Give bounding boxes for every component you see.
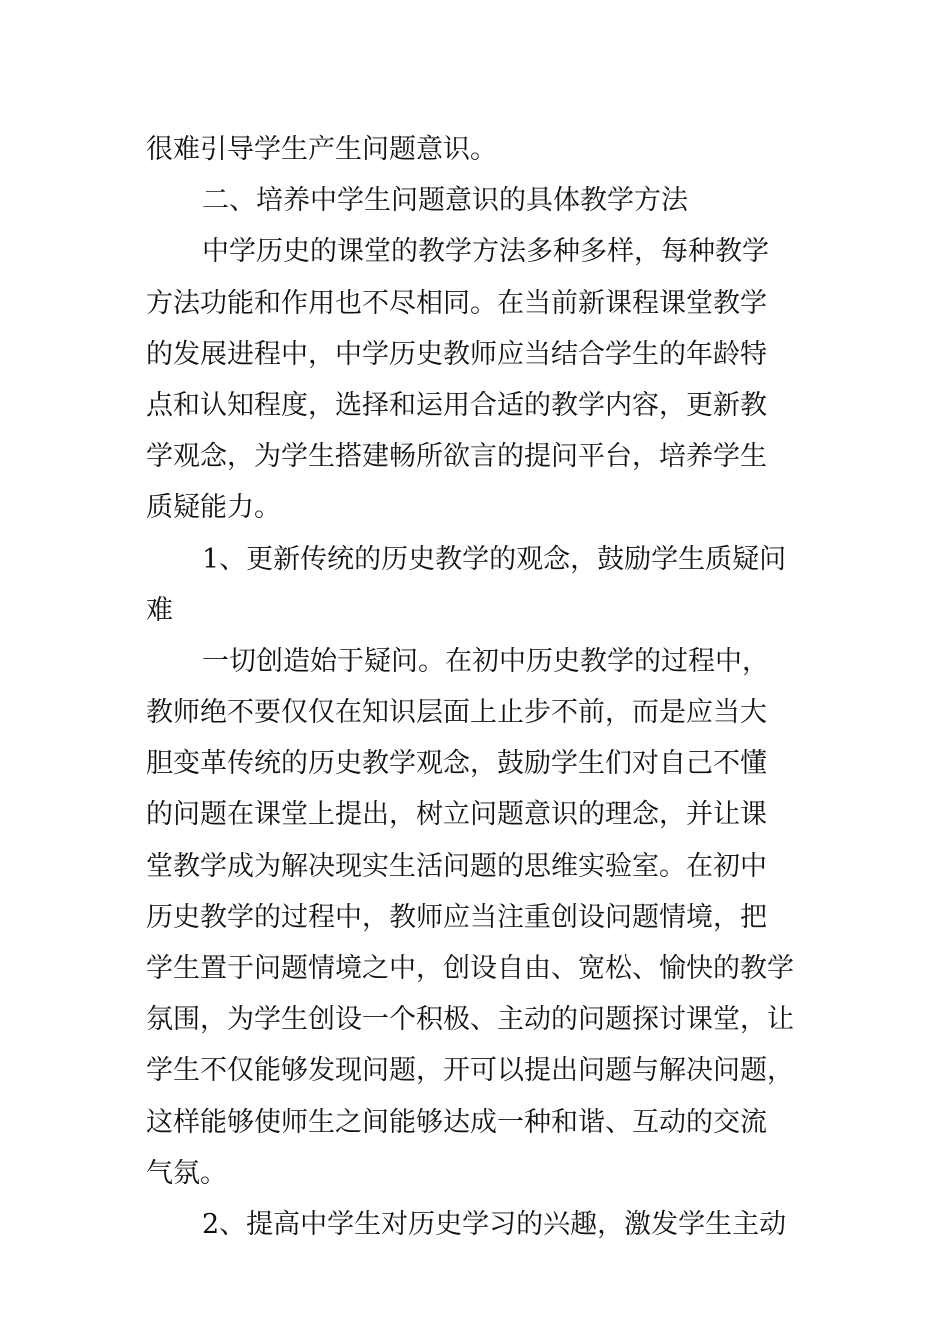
text-line: 学观念，为学生搭建畅所欲言的提问平台，培养学生 [146, 441, 767, 473]
text-line: 胆变革传统的历史教学观念，鼓励学生们对自己不懂 [146, 748, 767, 780]
text-line: 很难引导学生产生问题意识。 [146, 134, 497, 165]
text-line: 气氛。 [146, 1157, 227, 1189]
text-line: 点和认知程度，选择和运用合适的教学内容，更新教 [146, 389, 767, 421]
text-line: 学生置于问题情境之中，创设自由、宽松、愉快的教学 [146, 953, 794, 984]
subsection-heading-continued: 难 [146, 594, 173, 626]
text-line: 氛围，为学生创设一个积极、主动的问题探讨课堂，让 [146, 1004, 794, 1036]
text-line: 这样能够使师生之间能够达成一种和谐、互动的交流 [146, 1106, 767, 1138]
text-line: 的问题在课堂上提出，树立问题意识的理念，并让课 [146, 799, 767, 831]
section-heading: 二、培养中学生问题意识的具体教学方法 [202, 185, 688, 217]
text-line: 质疑能力。 [146, 492, 281, 524]
text-line: 堂教学成为解决现实生活问题的思维实验室。在初中 [146, 850, 767, 882]
subsection-heading: 2、提高中学生对历史学习的兴趣，激发学生主动 [202, 1208, 787, 1240]
body-text [146, 124, 826, 1250]
text-line: 方法功能和作用也不尽相同。在当前新课程课堂教学 [146, 287, 767, 319]
text-line: 学生不仅能够发现问题，开可以提出问题与解决问题， [146, 1055, 794, 1087]
subsection-heading: 1、更新传统的历史教学的观念，鼓励学生质疑问 [202, 543, 787, 575]
text-line: 的发展进程中，中学历史教师应当结合学生的年龄特 [146, 338, 767, 370]
text-line: 教师绝不要仅仅在知识层面上止步不前，而是应当大 [146, 697, 767, 729]
text-line: 一切创造始于疑问。在初中历史教学的过程中， [202, 645, 769, 677]
text-line: 历史教学的过程中，教师应当注重创设问题情境，把 [146, 901, 767, 933]
text-line: 中学历史的课堂的教学方法多种多样，每种教学 [202, 236, 769, 268]
